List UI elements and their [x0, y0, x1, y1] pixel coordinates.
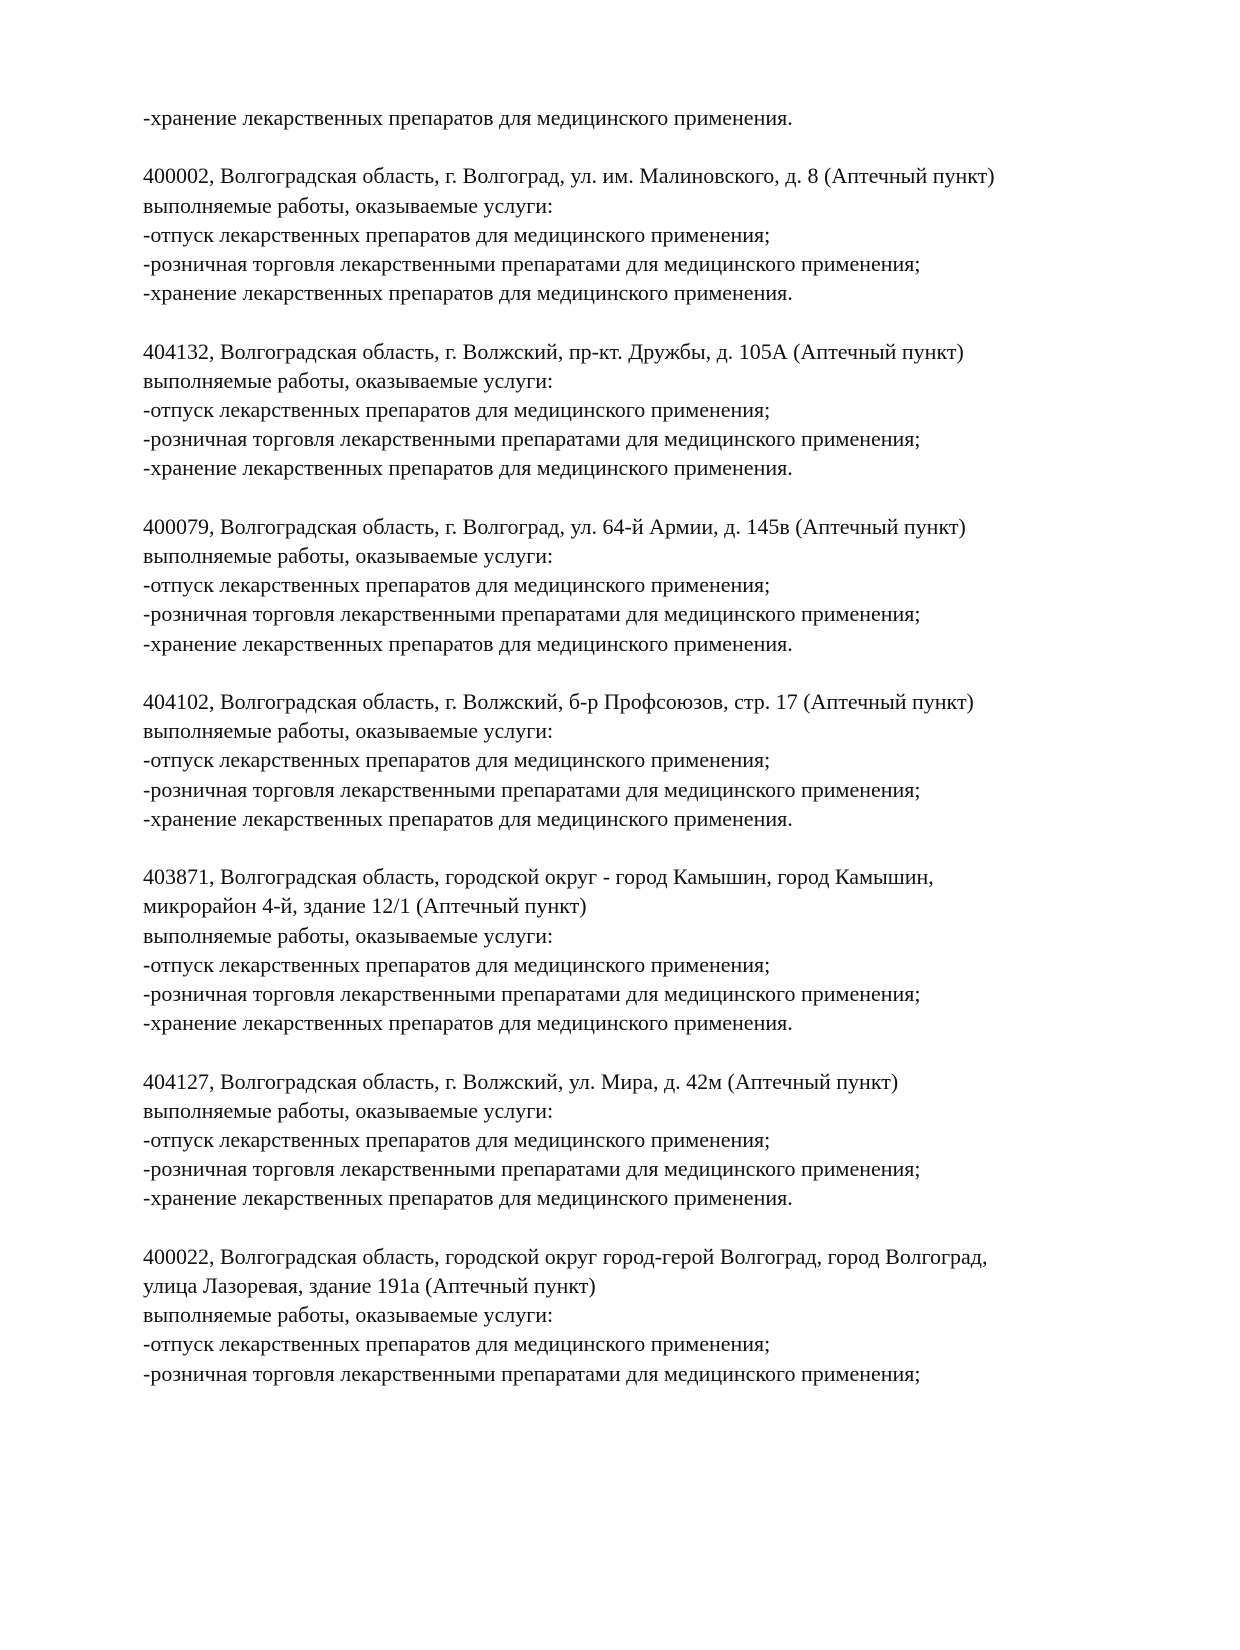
service-item: -хранение лекарственных препаратов для медицинского применения. — [143, 280, 793, 306]
service-item: -хранение лекарственных препаратов для медицинского применения. — [143, 1185, 793, 1211]
document-page — [143, 103, 1143, 1388]
pharmacy-address: 404132, Волгоградская область, г. Волжский, пр-кт. Дружбы, д. 105А (Аптечный пункт) — [143, 338, 964, 364]
pharmacy-entry — [143, 337, 1143, 483]
service-item: -розничная торговля лекарственными препаратами для медицинского применения; — [143, 776, 921, 802]
services-heading: выполняемые работы, оказываемые услуги: — [143, 1302, 554, 1328]
pharmacy-entry — [143, 161, 1143, 307]
pharmacy-entry — [143, 687, 1143, 833]
pharmacy-address: 404127, Волгоградская область, г. Волжский, ул. Мира, д. 42м (Аптечный пункт) — [143, 1068, 899, 1094]
service-item: -хранение лекарственных препаратов для медицинского применения. — [143, 805, 793, 831]
services-heading: выполняемые работы, оказываемые услуги: — [143, 367, 554, 393]
service-item: -розничная торговля лекарственными препаратами для медицинского применения; — [143, 426, 921, 452]
service-item: -хранение лекарственных препаратов для медицинского применения. — [143, 630, 793, 656]
service-item: -розничная торговля лекарственными препаратами для медицинского применения; — [143, 601, 921, 627]
pharmacy-entry — [143, 862, 1143, 1037]
services-heading: выполняемые работы, оказываемые услуги: — [143, 543, 554, 568]
pharmacy-address: 400022, Волгоградская область, городской округ город-герой Волгоград, город Волгоград, — [143, 1243, 988, 1269]
pharmacy-address: микрорайон 4-й, здание 12/1 (Аптечный пункт) — [143, 893, 587, 919]
services-heading: выполняемые работы, оказываемые услуги: — [143, 192, 554, 218]
pharmacy-entry — [143, 1242, 1143, 1388]
services-heading: выполняемые работы, оказываемые услуги: — [143, 922, 554, 948]
service-item: -розничная торговля лекарственными препаратами для медицинского применения; — [143, 1360, 921, 1386]
pharmacy-address: 403871, Волгоградская область, городской округ - город Камышин, город Камышин, — [143, 864, 934, 890]
service-item: -отпуск лекарственных препаратов для медицинского применения; — [143, 1127, 771, 1153]
pharmacy-address: улица Лазоревая, здание 191а (Аптечный пункт) — [143, 1273, 596, 1299]
pharmacy-entries — [143, 161, 1143, 1387]
service-item: -розничная торговля лекарственными препаратами для медицинского применения; — [143, 981, 921, 1007]
service-item: -розничная торговля лекарственными препаратами для медицинского применения; — [143, 1156, 921, 1182]
pharmacy-address: 400079, Волгоградская область, г. Волгоград, ул. 64-й Армии, д. 145в (Аптечный пункт) — [143, 513, 966, 539]
lead-line: -хранение лекарственных препаратов для медицинского применения. — [143, 105, 793, 130]
pharmacy-address: 404102, Волгоградская область, г. Волжский, б-р Профсоюзов, стр. 17 (Аптечный пункт) — [143, 689, 974, 714]
service-item: -отпуск лекарственных препаратов для медицинского применения; — [143, 747, 771, 773]
service-item: -отпуск лекарственных препаратов для медицинского применения; — [143, 221, 771, 247]
pharmacy-entry — [143, 512, 1143, 658]
service-item: -отпуск лекарственных препаратов для медицинского применения; — [143, 1331, 771, 1357]
service-item: -розничная торговля лекарственными препаратами для медицинского применения; — [143, 251, 921, 276]
services-heading: выполняемые работы, оказываемые услуги: — [143, 718, 554, 744]
service-item: -отпуск лекарственных препаратов для медицинского применения; — [143, 572, 771, 598]
service-item: -отпуск лекарственных препаратов для медицинского применения; — [143, 397, 771, 422]
services-heading: выполняемые работы, оказываемые услуги: — [143, 1097, 554, 1123]
service-item: -хранение лекарственных препаратов для медицинского применения. — [143, 455, 793, 481]
service-item: -хранение лекарственных препаратов для медицинского применения. — [143, 1010, 793, 1036]
pharmacy-entry — [143, 1067, 1143, 1213]
pharmacy-address: 400002, Волгоградская область, г. Волгоград, ул. им. Малиновского, д. 8 (Аптечный пункт) — [143, 163, 995, 189]
service-item: -отпуск лекарственных препаратов для медицинского применения; — [143, 951, 771, 977]
